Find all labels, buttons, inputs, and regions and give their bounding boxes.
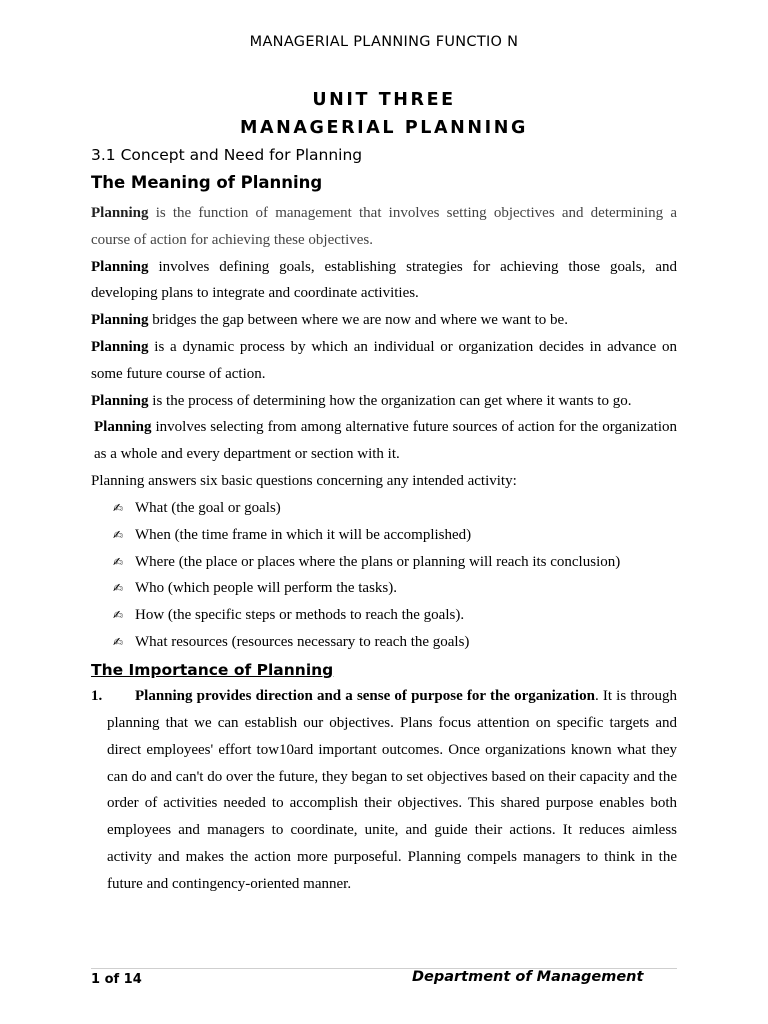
definition-text: involves defining goals, establishing strategies for achieving those goals, and developing plans to integrate and coordinate activities. — [91, 258, 677, 302]
item-lead: Planning provides direction and a sense of purpose for the organization — [135, 688, 595, 705]
item-text: . It is through planning that we can establish our objectives. Plans focus attention on specific targets and direct employees' effort tow10ard important outcomes. Once organizations known what they can do and can't do over the future, they began to set objectives based on their capacity and the order of activities needed to accomplish their objectives. This shared purpose enables both employees and managers to coordinate, unite, and guide their actions. It reduces aimless activity and makes the action more purposeful. Planning compels managers to think in the future and contingency-oriented manner. — [107, 688, 677, 892]
definition-paragraph — [91, 414, 677, 468]
unit-title: MANAGERIAL PLANNING — [240, 118, 528, 138]
list-item — [113, 495, 677, 522]
question-text: What resources (resources necessary to reach the goals) — [135, 634, 470, 651]
writing-hand-icon: ✍ — [113, 527, 124, 542]
list-item — [113, 629, 677, 656]
definition-text: is a dynamic process by which an individual or organization decides in advance on some future course of action. — [91, 338, 677, 382]
list-item — [113, 522, 677, 549]
definition-text: is the process of determining how the organization can get where it wants to go. — [148, 392, 632, 409]
definition-paragraph — [91, 388, 677, 415]
definition-term: Planning — [91, 338, 149, 355]
definition-text: involves selecting from among alternative future sources of action for the organization as a whole and every department or section with it. — [94, 419, 677, 463]
unit-number: UNIT THREE — [312, 90, 456, 110]
definition-term: Planning — [91, 205, 149, 221]
definition-paragraph — [91, 200, 677, 254]
definition-term: Planning — [91, 312, 149, 329]
definition-term: Planning — [94, 419, 152, 436]
definition-text: bridges the gap between where we are now and where we want to be. — [148, 312, 568, 329]
definition-text: is the function of management that involves setting objectives and determining a course of action for achieving these objectives. — [91, 205, 677, 248]
importance-item — [91, 683, 677, 897]
definition-term: Planning — [91, 392, 149, 409]
question-text: When (the time frame in which it will be accomplished) — [135, 526, 472, 543]
section-heading: 3.1 Concept and Need for Planning — [91, 146, 363, 164]
question-text: Who (which people will perform the tasks). — [135, 580, 398, 597]
item-number: 1. — [91, 688, 103, 705]
definition-paragraph — [91, 307, 677, 334]
definition-paragraph — [91, 254, 677, 308]
writing-hand-icon: ✍ — [113, 554, 124, 569]
list-item — [113, 549, 677, 576]
question-text: What (the goal or goals) — [135, 499, 281, 516]
questions-list — [91, 495, 677, 656]
list-item — [113, 575, 677, 602]
page-number: 1 of 14 — [91, 972, 142, 987]
writing-hand-icon: ✍ — [113, 500, 124, 515]
meaning-heading: The Meaning of Planning — [91, 173, 323, 192]
writing-hand-icon: ✍ — [113, 635, 124, 650]
writing-hand-icon: ✍ — [113, 608, 124, 623]
running-header: MANAGERIAL PLANNING FUNCTIO N — [249, 34, 519, 50]
question-text: How (the specific steps or methods to reach the goals). — [135, 607, 465, 624]
importance-heading: The Importance of Planning — [91, 661, 334, 680]
writing-hand-icon: ✍ — [113, 581, 124, 596]
question-text: Where (the place or places where the plans or planning will reach its conclusion) — [135, 553, 621, 570]
definition-paragraph — [91, 334, 677, 388]
list-item — [113, 602, 677, 629]
footer-department: Department of Management — [412, 969, 644, 985]
questions-intro: Planning answers six basic questions concerning any intended activity: — [91, 472, 517, 489]
document-body — [91, 200, 677, 897]
definition-term: Planning — [91, 258, 149, 275]
